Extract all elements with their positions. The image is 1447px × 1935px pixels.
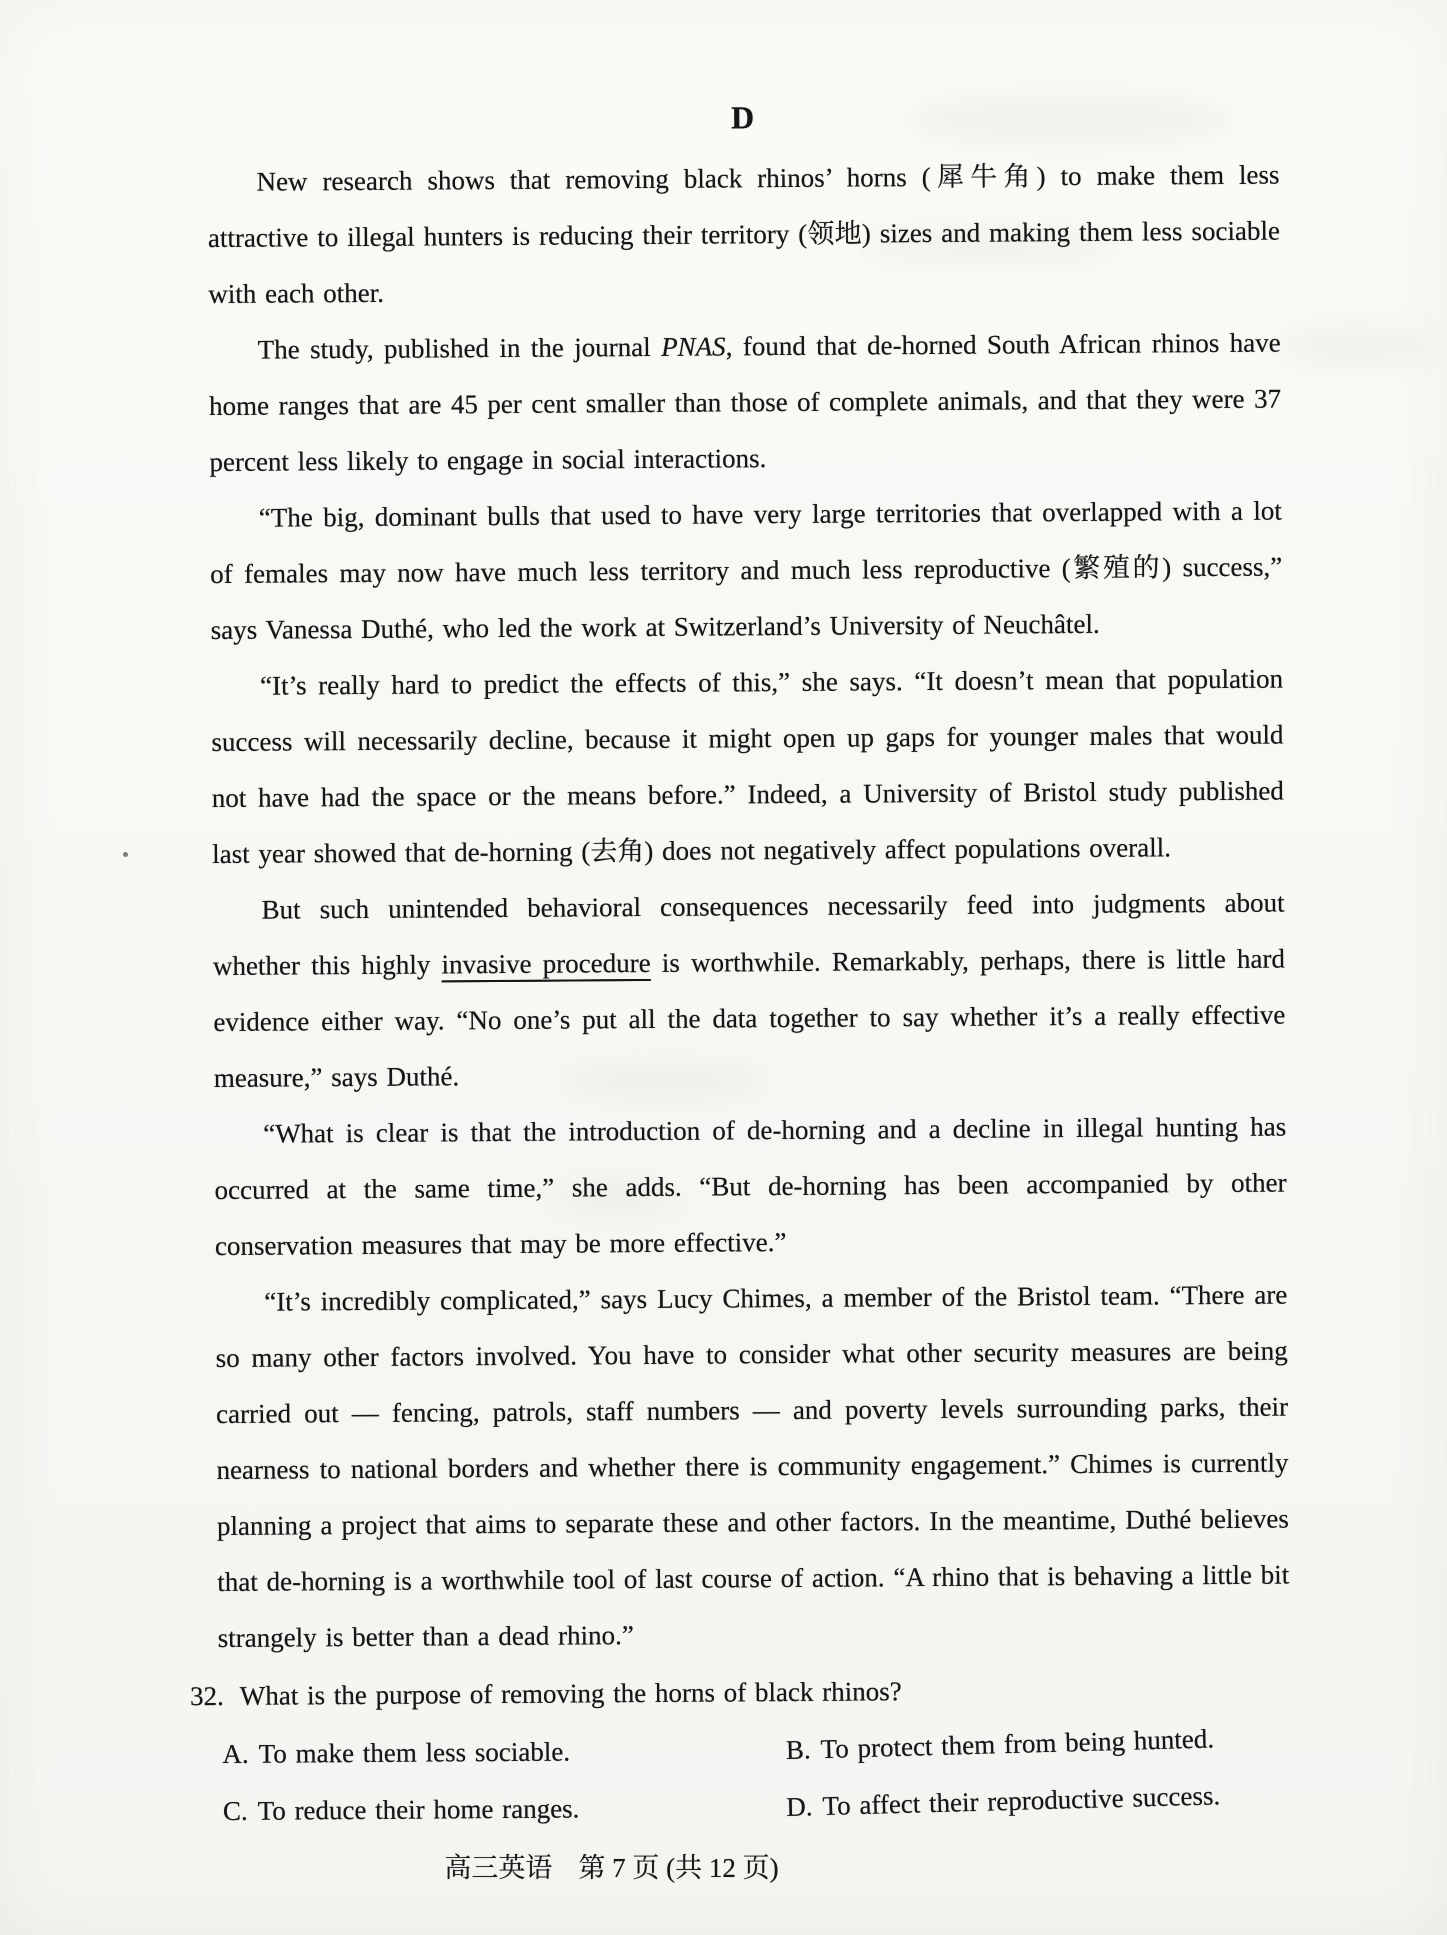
option-d-label: D. [785, 1791, 813, 1823]
question-number: 32. [189, 1680, 224, 1712]
scan-smudge [1280, 325, 1430, 367]
footer-course-name: 高三英语 [444, 1853, 553, 1883]
journal-name: PNAS [661, 331, 726, 362]
option-a-label: A. [222, 1738, 249, 1769]
option-b-label: B. [785, 1734, 812, 1766]
paragraph-6: “What is clear is that the introduction of de-horning and a decline in illegal hunting has occurred at the same time,” she adds. “But de-horning has been accompanied by other conservation measures that may be more effective.” [214, 1111, 1287, 1261]
passage-content [189, 89, 1291, 1840]
paragraph-5-lead: But such unintended behavioral consequences necessarily feed into judgments about whether this highly [212, 887, 1285, 981]
paragraph-1: New research shows that removing black rhinos’ horns (犀牛角) to make them less attractive to illegal hunters is reducing their territory (领地) sizes and making them less sociable with each other. [207, 159, 1280, 310]
paragraph-7: “It’s incredibly complicated,” says Lucy Chimes, a member of the Bristol team. “There are so many other factors involved. You have to consider what other security measures are being carried out — fencing, patrols, staff numbers — and poverty levels surrounding parks, their nearness to national borders and whether there is community engagement.” Chimes is currently planning a project that aims to separate these and other factors. In the meantime, Duthé believes that de-horning is a worthwhile tool of last course of action. “A rhino that is behaving a little bit strangely is better than a dead rhino.” [215, 1279, 1290, 1653]
paragraph-5 [212, 875, 1286, 1106]
footer-page-indicator: 第 7 页 (共 12 页) [578, 1853, 779, 1883]
paragraph-2-rest: , found that de-horned South African rhinos have home ranges that are 45 per cent smaller than those of complete animals, and that they were 37 percent less likely to engage in social interactions. [208, 327, 1282, 478]
option-c [223, 1779, 787, 1840]
question-text: What is the purpose of removing the horns of black rhinos? [239, 1676, 902, 1711]
scan-dot-artifact [123, 852, 128, 857]
paragraph-2-lead: The study, published in the journal [257, 331, 662, 365]
option-c-text: To reduce their home ranges. [257, 1793, 580, 1826]
options-grid [222, 1718, 1291, 1839]
question-32 [190, 1658, 1291, 1840]
option-d-text: To affect their reproductive success. [822, 1780, 1221, 1822]
option-d [787, 1775, 1291, 1836]
underlined-phrase: invasive procedure [441, 947, 651, 980]
paragraph-4: “It’s really hard to predict the effects of this,” she says. “It doesn’t mean that population success will necessarily decline, because it might open up gaps for younger males that would not have had the space or the means before.” Indeed, a University of Bristol study published last year showed that de-horning (去角) does not negatively affect populations overall. [211, 663, 1284, 870]
section-label: D [730, 99, 756, 136]
option-a [222, 1722, 786, 1783]
paragraph-5-rest: is worthwhile. Remarkably, perhaps, there is little hard evidence either way. “No one’s put all the data together to say whether it’s a really effective measure,” says Duthé. [213, 943, 1286, 1093]
option-a-text: To make them less sociable. [258, 1736, 571, 1769]
paragraph-3: “The big, dominant bulls that used to have very large territories that overlapped with a lot of females may now have much less territory and much less reproductive (繁殖的) success,” says Vanessa Duthé, who led the work at Switzerland’s University of Neuchâtel. [210, 495, 1283, 646]
paragraph-2 [208, 315, 1281, 490]
option-b-text: To protect them from being hunted. [820, 1723, 1215, 1765]
option-c-label: C. [222, 1795, 248, 1826]
page-footer [0, 1846, 1335, 1885]
